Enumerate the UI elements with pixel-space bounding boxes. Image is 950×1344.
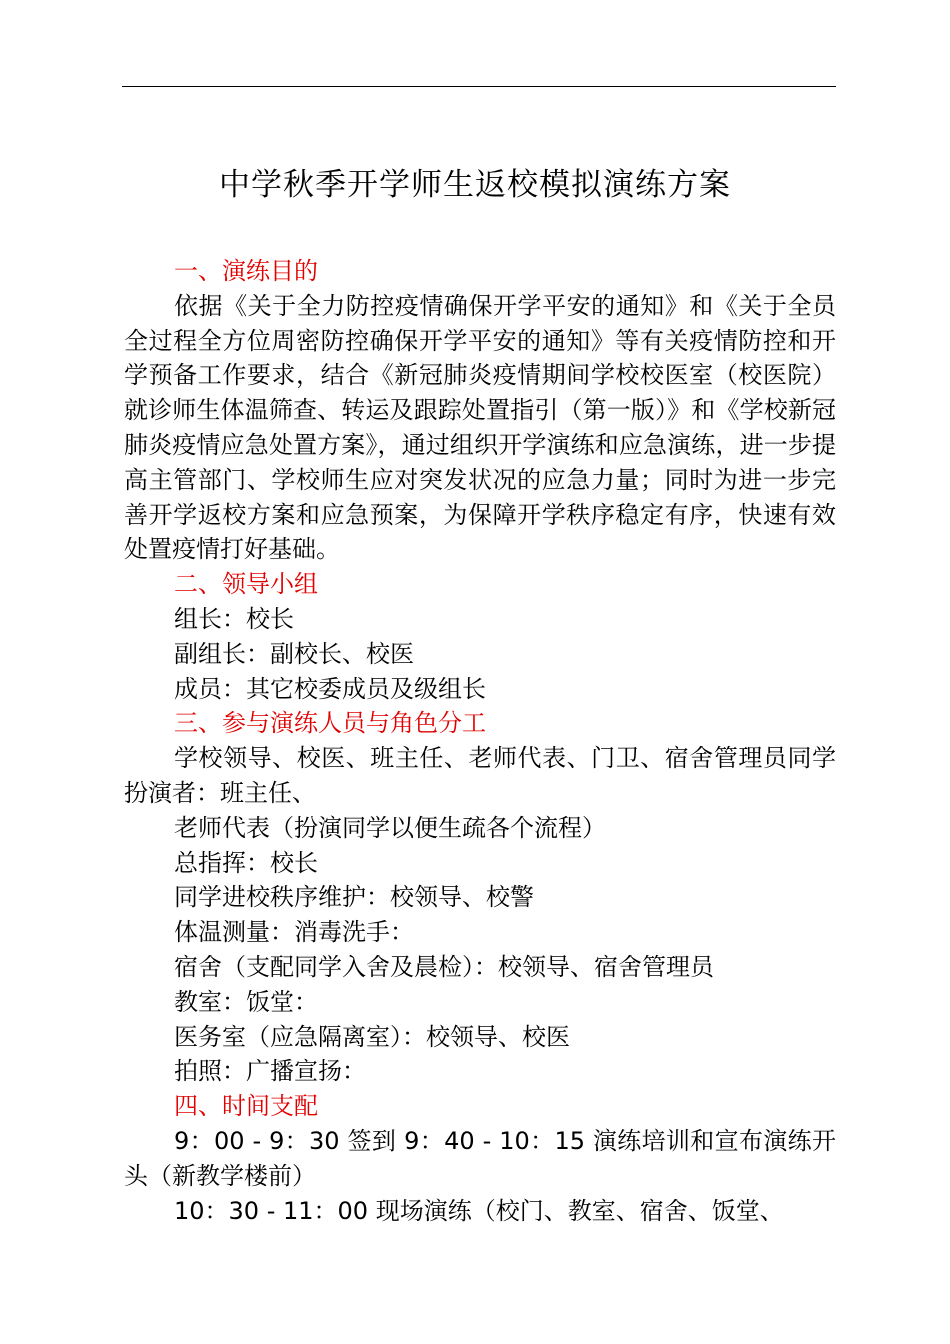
role-line: 体温测量：消毒洗手： [174, 918, 414, 947]
role-line: 老师代表（扮演同学以便生疏各个流程） [174, 813, 606, 842]
members-line: 成员：其它校委成员及级组长 [174, 674, 486, 703]
section-heading-schedule: 四、时间支配 [174, 1092, 318, 1121]
document-body [124, 254, 836, 1228]
role-line: 教室：饭堂： [174, 987, 318, 1016]
header-rule [122, 86, 836, 87]
role-line: 宿舍（支配同学入舍及晨检）：校领导、宿舍管理员 [174, 952, 714, 981]
section-heading-purpose: 一、演练目的 [174, 257, 318, 285]
role-line: 拍照：广播宣扬： [174, 1057, 366, 1086]
purpose-paragraph: 依据《关于全力防控疫情确保开学平安的通知》和《关于全员全过程全方位周密防控确保开学平安的通知》等有关疫情防控和开学预备工作要求，结合《新冠肺炎疫情期间学校校医室（校医院）就诊师生体温筛查、转运及跟踪处置指引（第一版）》和《学校新冠肺炎疫情应急处置方案》，通过组织开学演练和应急演练，进一步提高主管部门、学校师生应对突发状况的应急力量；同时为进一步完善开学返校方案和应急预案，为保障开学秩序稳定有序，快速有效处置疫情打好基础。 [124, 291, 836, 564]
schedule-paragraph-2: 10：30 - 11：00 现场演练（校门、教室、宿舍、饭堂、 [174, 1196, 784, 1225]
section-heading-leadership: 二、领导小组 [174, 570, 318, 599]
participants-paragraph: 学校领导、校医、班主任、老师代表、门卫、宿舍管理员同学扮演者：班主任、 [124, 744, 836, 807]
role-line: 总指挥：校长 [174, 848, 318, 877]
role-line: 同学进校秩序维护：校领导、校警 [174, 883, 534, 912]
document-title: 中学秋季开学师生返校模拟演练方案 [219, 167, 731, 203]
role-line: 医务室（应急隔离室）：校领导、校医 [174, 1022, 570, 1051]
schedule-paragraph: 9：00 - 9：30 签到 9：40 - 10：15 演练培训和宣布演练开头（新教学楼前） [124, 1126, 836, 1190]
leader-line: 组长：校长 [174, 604, 294, 633]
deputy-leader-line: 副组长：副校长、校医 [174, 639, 414, 668]
section-heading-roles: 三、参与演练人员与角色分工 [174, 709, 486, 738]
